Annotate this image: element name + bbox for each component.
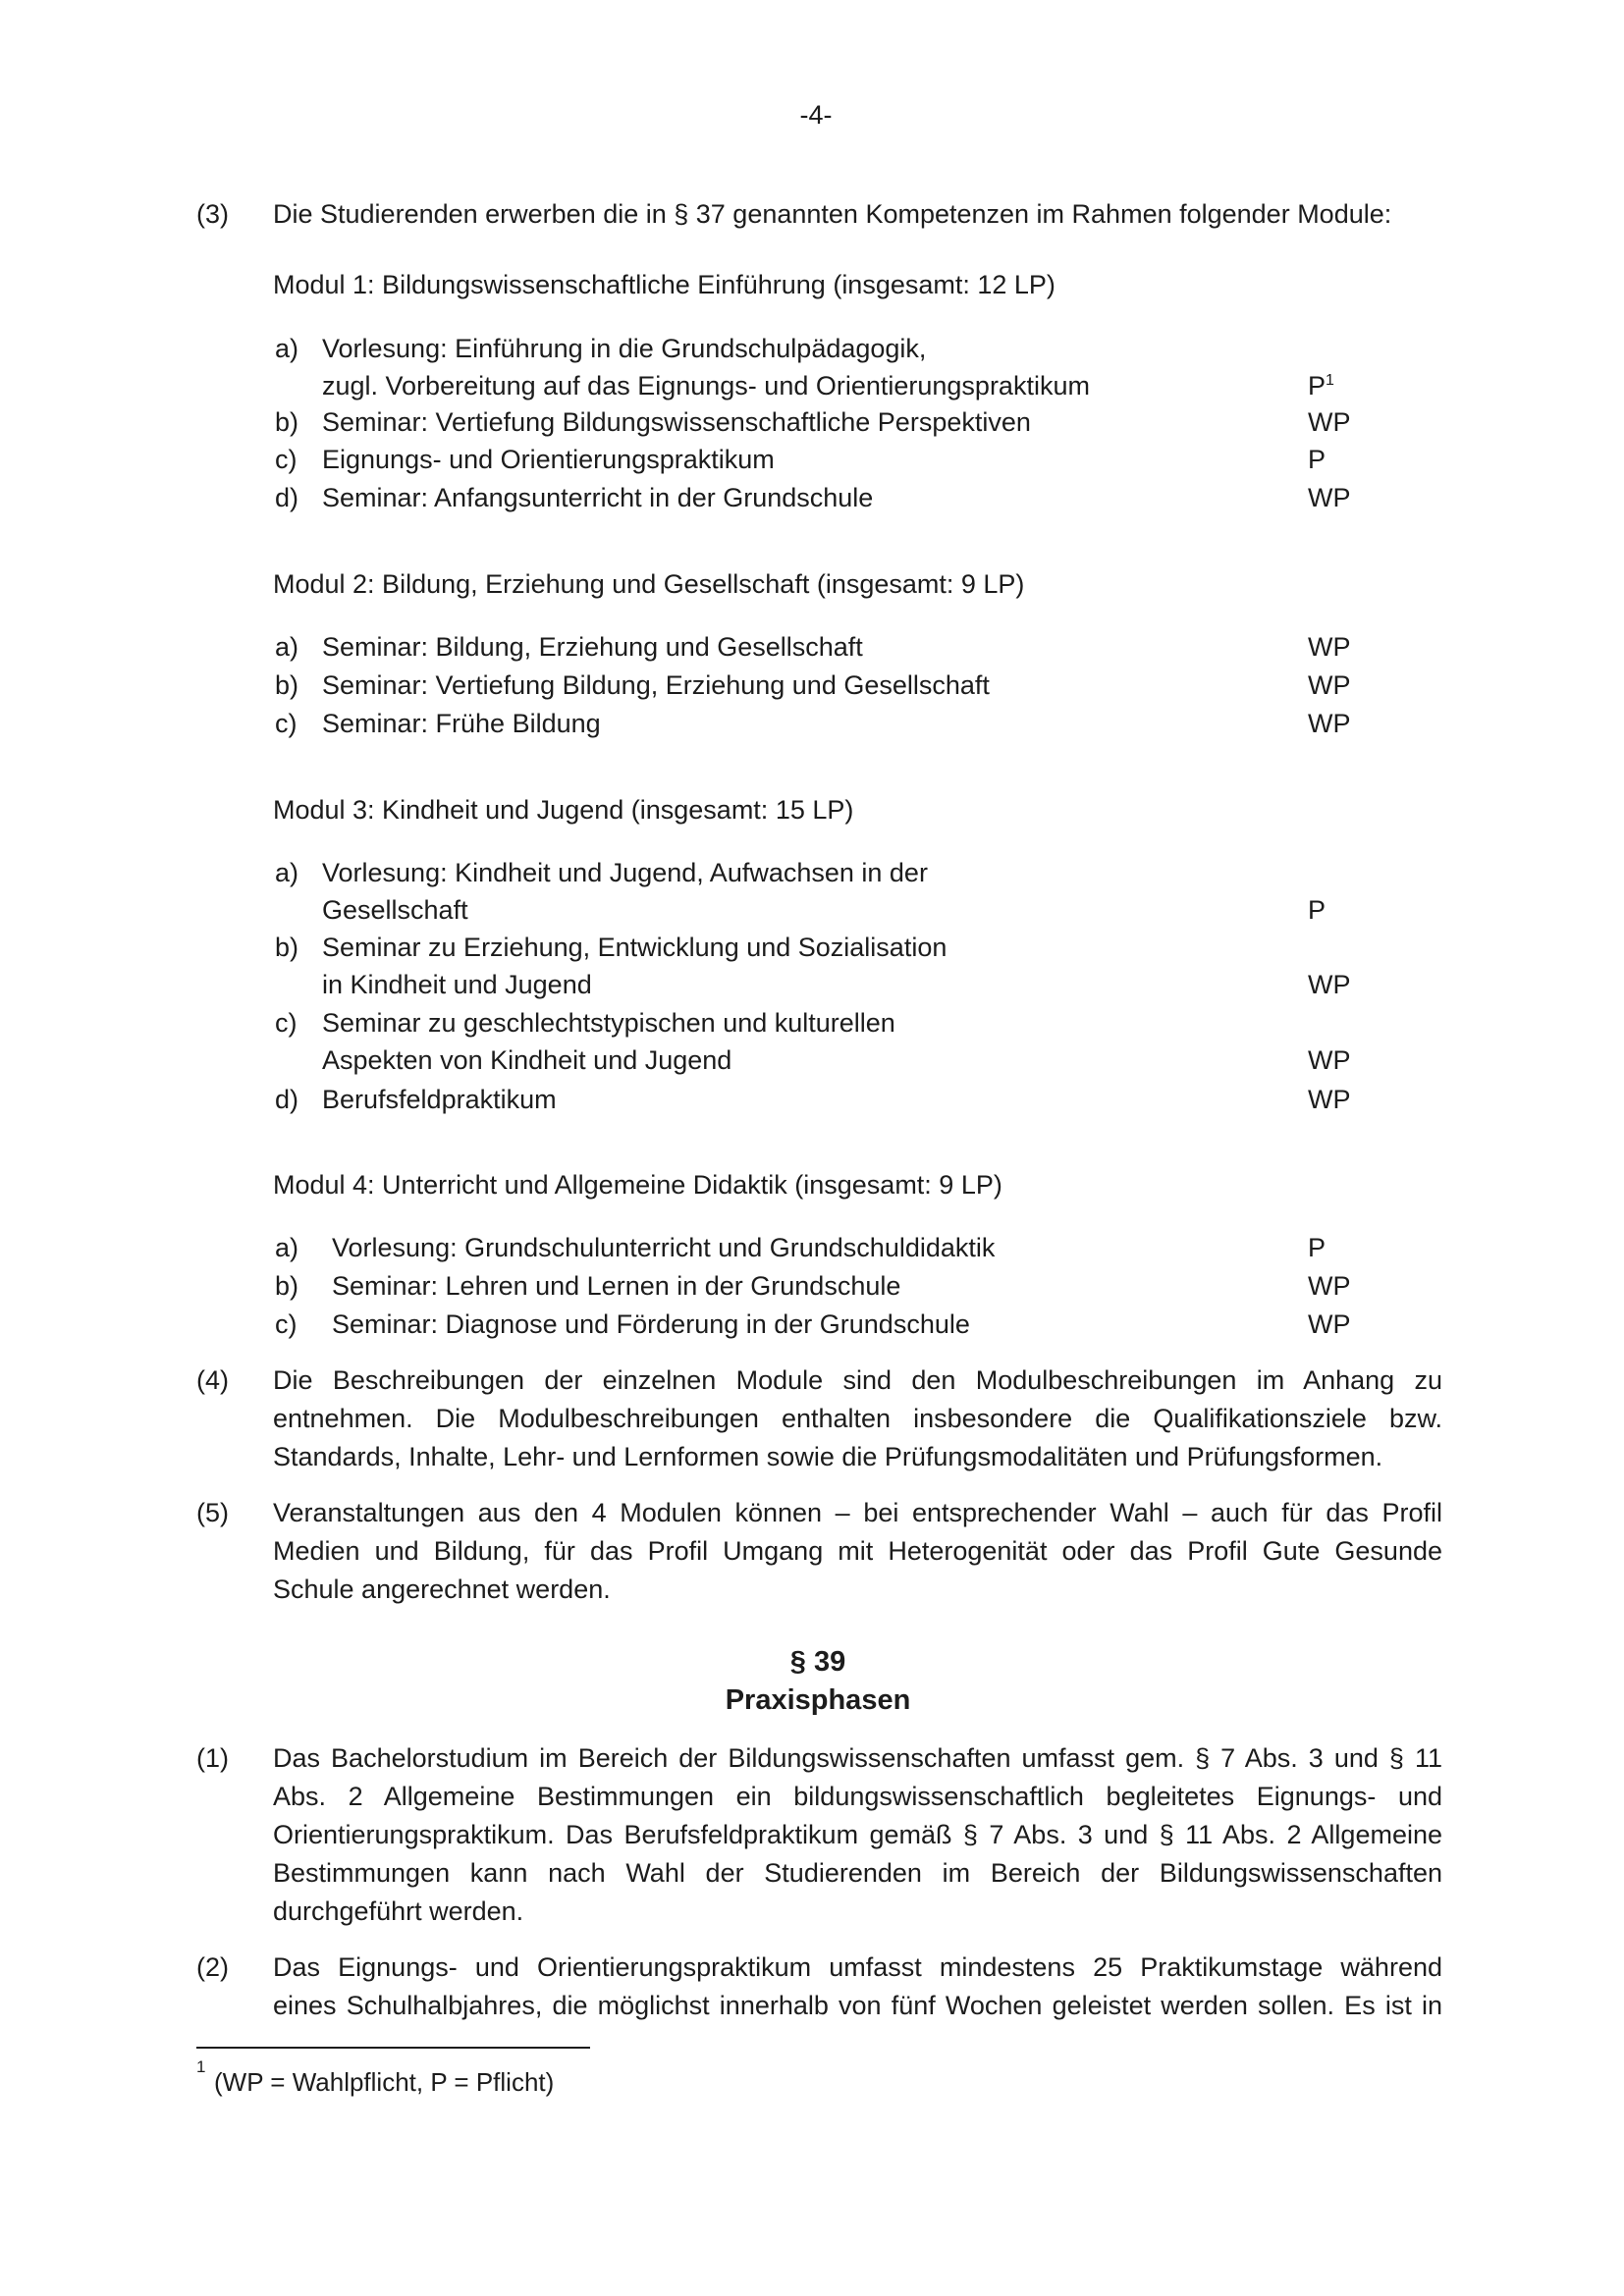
item-line: in Kindheit und Jugend	[322, 970, 592, 999]
item-line: zugl. Vorbereitung auf das Eignungs- und Orientierungspraktikum	[322, 371, 1090, 400]
paragraph-line: Schule angerechnet werden.	[273, 1575, 611, 1604]
item-text	[322, 929, 947, 1003]
requirement-label: WP	[1308, 407, 1351, 437]
item-line: Gesellschaft	[322, 895, 468, 925]
requirement-label: WP	[1308, 1271, 1351, 1301]
requirement-label: WP	[1308, 632, 1351, 662]
item-number: (5)	[196, 1498, 229, 1527]
item-letter: b)	[275, 670, 299, 700]
requirement-label: WP	[1308, 670, 1351, 700]
paragraph-line: Abs. 2 Allgemeine Bestimmungen ein bildungswissenschaftlich begleitetes Eignungs- und	[273, 1782, 1442, 1811]
item-number: (1)	[196, 1743, 229, 1773]
paragraph-line: durchgeführt werden.	[273, 1896, 524, 1926]
requirement-label: P	[1308, 1233, 1326, 1262]
paragraph-line: Die Beschreibungen der einzelnen Module sind den Modulbeschreibungen im Anhang zu	[273, 1365, 1442, 1395]
item-line: Seminar: Bildung, Erziehung und Gesellschaft	[322, 632, 863, 662]
paragraph-line: Das Eignungs- und Orientierungspraktikum umfasst mindestens 25 Praktikumstage während	[273, 1952, 1442, 1982]
module-title: Modul 1: Bildungswissenschaftliche Einführung (insgesamt: 12 LP)	[273, 270, 1056, 299]
item-letter: a)	[275, 334, 299, 363]
module-title: Modul 3: Kindheit und Jugend (insgesamt: 15 LP)	[273, 795, 854, 825]
paragraph-module-descriptions	[273, 1362, 1442, 1476]
requirement-label: WP	[1308, 1309, 1351, 1339]
paragraph-line: eines Schulhalbjahres, die möglichst innerhalb von fünf Wochen geleistet werden sollen. Es ist in	[273, 1991, 1442, 2020]
item-letter: a)	[275, 632, 299, 662]
paragraph-line: Veranstaltungen aus den 4 Modulen können – bei entsprechender Wahl – auch für das Profil	[273, 1498, 1442, 1527]
item-text	[322, 854, 928, 929]
item-letter: c)	[275, 445, 298, 474]
requirement-label: P	[1308, 445, 1326, 474]
section-symbol: § 39	[789, 1646, 846, 1678]
item-line: Seminar: Anfangsunterricht in der Grundschule	[322, 483, 874, 512]
item-letter: c)	[275, 1309, 298, 1339]
module-title: Modul 4: Unterricht und Allgemeine Didaktik (insgesamt: 9 LP)	[273, 1170, 1002, 1200]
item-letter: b)	[275, 1271, 299, 1301]
item-number: (3)	[196, 199, 229, 229]
item-line: Vorlesung: Grundschulunterricht und Grundschuldidaktik	[332, 1233, 996, 1262]
section-intro: Die Studierenden erwerben die in § 37 genannten Kompetenzen im Rahmen folgender Module:	[273, 199, 1392, 229]
footnote-text: (WP = Wahlpflicht, P = Pflicht)	[214, 2067, 555, 2097]
item-letter: c)	[275, 1008, 298, 1038]
module-title: Modul 2: Bildung, Erziehung und Gesellschaft (insgesamt: 9 LP)	[273, 569, 1025, 599]
item-line: Seminar: Diagnose und Förderung in der Grundschule	[332, 1309, 970, 1339]
requirement-label: P	[1308, 371, 1326, 400]
item-line: Seminar: Vertiefung Bildung, Erziehung und Gesellschaft	[322, 670, 990, 700]
requirement-label: WP	[1308, 1045, 1351, 1075]
item-line: Seminar: Frühe Bildung	[322, 709, 601, 738]
item-number: (4)	[196, 1365, 229, 1395]
item-text	[322, 330, 1090, 404]
item-letter: b)	[275, 407, 299, 437]
requirement-label: WP	[1308, 970, 1351, 999]
footnote-divider	[196, 2047, 590, 2049]
requirement-label: WP	[1308, 709, 1351, 738]
requirement-label: WP	[1308, 483, 1351, 512]
item-letter: a)	[275, 858, 299, 887]
item-letter: b)	[275, 933, 299, 962]
paragraph-bachelor-practice	[273, 1739, 1442, 1931]
item-line: Eignungs- und Orientierungspraktikum	[322, 445, 775, 474]
requirement-label: P	[1308, 895, 1326, 925]
item-line: Seminar: Vertiefung Bildungswissenschaftliche Perspektiven	[322, 407, 1031, 437]
paragraph-line: Bestimmungen kann nach Wahl der Studierenden im Bereich der Bildungswissenschaften	[273, 1858, 1442, 1888]
item-letter: d)	[275, 483, 299, 512]
paragraph-line: Orientierungspraktikum. Das Berufsfeldpraktikum gemäß § 7 Abs. 3 und § 11 Abs. 2 Allgemeine	[273, 1820, 1442, 1849]
footnote-marker: 1	[196, 2057, 206, 2076]
item-letter: c)	[275, 709, 298, 738]
requirement-label: WP	[1308, 1085, 1351, 1114]
item-number: (2)	[196, 1952, 229, 1982]
paragraph-line: Standards, Inhalte, Lehr- und Lernformen sowie die Prüfungsmodalitäten und Prüfungsformen.	[273, 1442, 1383, 1471]
page-number: -4-	[799, 100, 833, 130]
paragraph-line: Medien und Bildung, für das Profil Umgang mit Heterogenität oder das Profil Gute Gesunde	[273, 1536, 1442, 1566]
item-line: Vorlesung: Einführung in die Grundschulpädagogik,	[322, 334, 927, 363]
item-line: Seminar zu geschlechtstypischen und kulturellen	[322, 1008, 895, 1038]
paragraph-profiles	[273, 1494, 1442, 1609]
paragraph-internship	[273, 1949, 1442, 2025]
item-line: Seminar zu Erziehung, Entwicklung und Sozialisation	[322, 933, 947, 962]
item-line: Aspekten von Kindheit und Jugend	[322, 1045, 732, 1075]
requirement-type	[1308, 367, 1334, 405]
paragraph-line: Das Bachelorstudium im Bereich der Bildungswissenschaften umfasst gem. § 7 Abs. 3 und § 11	[273, 1743, 1442, 1773]
item-text	[322, 1004, 895, 1079]
footnote-reference: 1	[1326, 372, 1334, 389]
item-letter: d)	[275, 1085, 299, 1114]
item-line: Seminar: Lehren und Lernen in der Grundschule	[332, 1271, 901, 1301]
paragraph-line: entnehmen. Die Modulbeschreibungen enthalten insbesondere die Qualifikationsziele bzw.	[273, 1404, 1442, 1433]
section-title: Praxisphasen	[725, 1684, 911, 1716]
item-line: Vorlesung: Kindheit und Jugend, Aufwachsen in der	[322, 858, 928, 887]
item-line: Berufsfeldpraktikum	[322, 1085, 557, 1114]
item-letter: a)	[275, 1233, 299, 1262]
